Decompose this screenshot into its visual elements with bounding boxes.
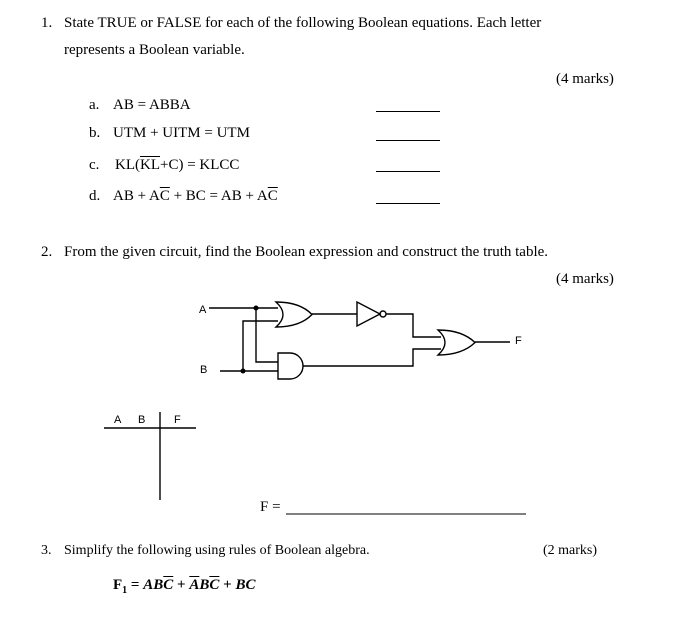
circuit-label-f: F bbox=[515, 335, 522, 347]
junction-dot-a bbox=[254, 306, 259, 311]
q1c-part1: KL( bbox=[115, 157, 140, 173]
q1d-letter: d. bbox=[89, 188, 101, 204]
q3-term2-abar: $\overline{A}$ bbox=[189, 577, 200, 593]
and-gate-bottom bbox=[278, 353, 303, 379]
q3-term1-cbar: $\overline{C}$ bbox=[163, 577, 174, 593]
q1-marks: (4 marks) bbox=[556, 71, 614, 87]
q3-term2-b: B bbox=[199, 577, 210, 593]
q1b-equation: UTM + UITM = UTM bbox=[113, 125, 250, 141]
q3-plus1: + bbox=[173, 577, 190, 593]
circuit-label-b: B bbox=[200, 364, 208, 376]
q1b-letter: b. bbox=[89, 125, 101, 141]
not-gate bbox=[357, 302, 380, 326]
q1c-overbar-term: $\overline{KL}$ bbox=[140, 157, 160, 173]
junction-dot-b bbox=[241, 369, 246, 374]
q1d-part1: AB + A bbox=[113, 188, 160, 204]
q2-marks: (4 marks) bbox=[556, 271, 614, 287]
wire-b-to-or bbox=[243, 321, 278, 371]
q2-number: 2. bbox=[41, 244, 53, 260]
q3-equals: = bbox=[127, 577, 144, 593]
circuit-label-a: A bbox=[199, 304, 207, 316]
q1d-overbar1: $\overline{C}$ bbox=[159, 188, 170, 204]
q1a-equation: AB = ABBA bbox=[113, 97, 191, 113]
q3-number: 3. bbox=[41, 543, 52, 558]
or-gate-final bbox=[438, 330, 475, 355]
q1-number: 1. bbox=[41, 15, 53, 31]
q1-text-line1: State TRUE or FALSE for each of the following Boolean equations. Each letter bbox=[64, 15, 542, 31]
wire-not-to-or bbox=[386, 314, 441, 337]
q1a-letter: a. bbox=[89, 97, 100, 113]
wire-a-to-and bbox=[256, 308, 278, 362]
q3-f-label: F bbox=[113, 577, 123, 593]
q3-marks: (2 marks) bbox=[543, 543, 598, 558]
q1c-part2: +C) = KLCC bbox=[160, 157, 240, 173]
q3-expression bbox=[113, 576, 255, 600]
wire-and-to-or bbox=[303, 349, 441, 366]
truth-table-header-f: F bbox=[174, 414, 181, 426]
q3-term1-ab: AB bbox=[143, 577, 164, 593]
q1c-letter: c. bbox=[89, 157, 100, 173]
q1d-overbar2: $\overline{C}$ bbox=[267, 188, 278, 204]
q3-text: Simplify the following using rules of Boolean algebra. bbox=[64, 543, 370, 558]
q3-plus2: + bbox=[219, 577, 236, 593]
or-gate-top bbox=[276, 302, 312, 327]
q3-term3-bc: BC bbox=[235, 577, 256, 593]
truth-table-header-b: B bbox=[138, 414, 146, 426]
q2-answer-label: F = bbox=[260, 499, 281, 515]
q3-f-subscript: 1 bbox=[122, 585, 128, 596]
q2-text: From the given circuit, find the Boolean expression and construct the truth table. bbox=[64, 244, 549, 260]
truth-table-header-a: A bbox=[114, 414, 122, 426]
q1-text-line2: represents a Boolean variable. bbox=[64, 42, 245, 58]
q1d-part2: + BC = AB + A bbox=[169, 188, 268, 204]
q3-term2-cbar: $\overline{C}$ bbox=[209, 577, 220, 593]
